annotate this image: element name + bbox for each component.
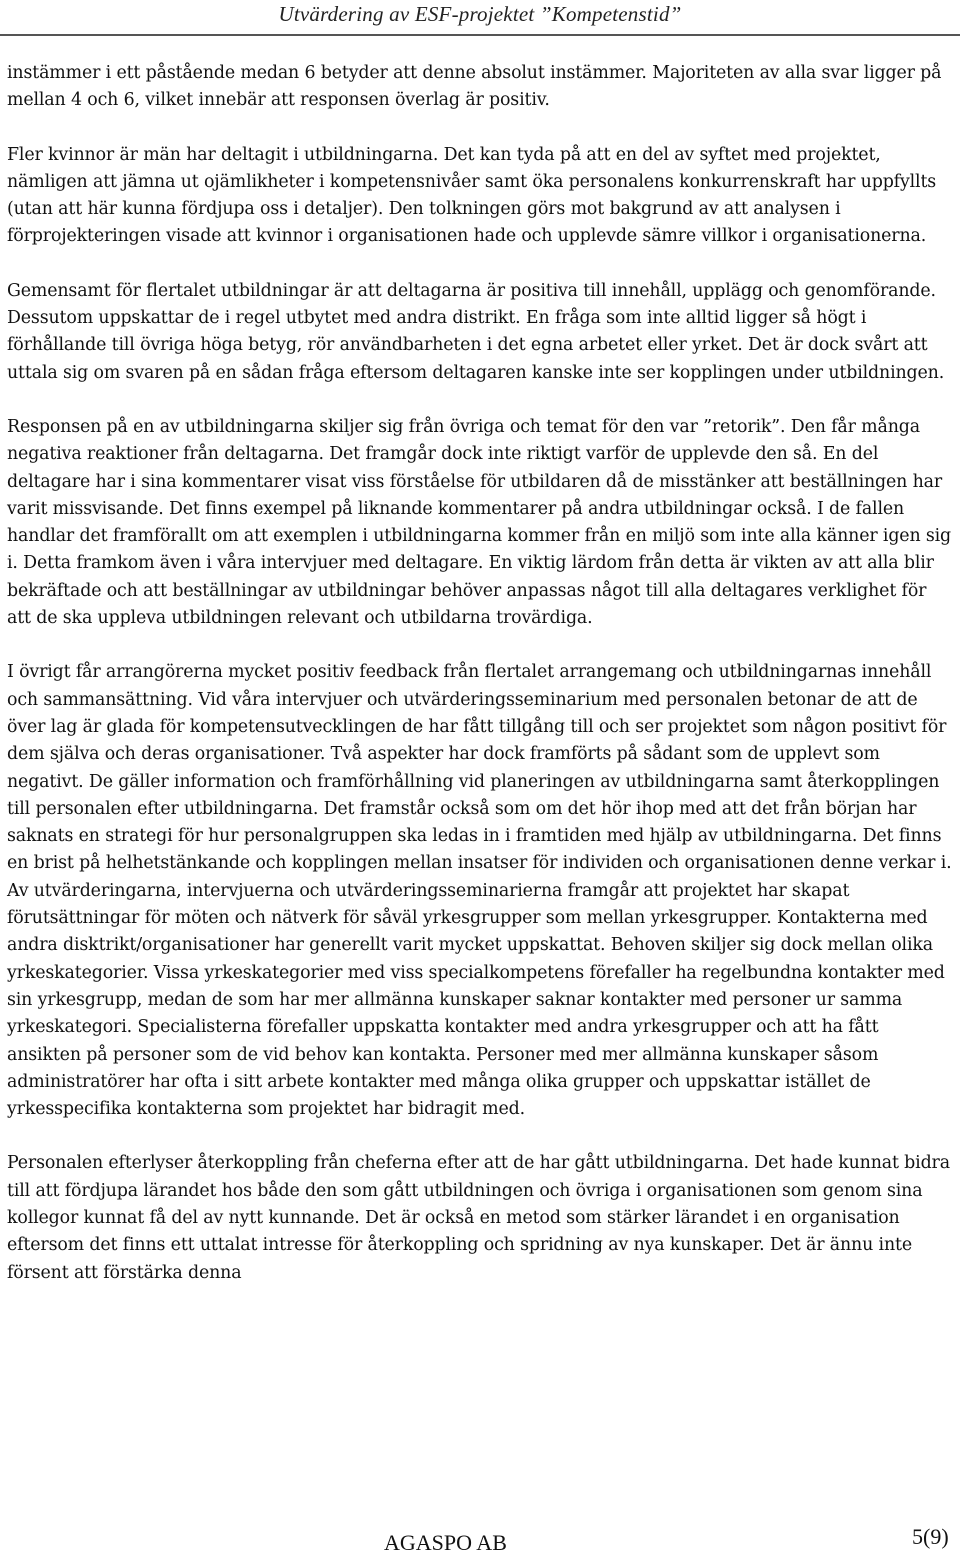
- paragraph-6: Av utvärderingarna, intervjuerna och utvärderingsseminarierna framgår att projektet har skapat förutsättningar för möten och nätverk för såväl yrkesgrupper som mellan yrkesgrupper. Kontakterna med andra disktrikt/organisationer har generellt varit mycket uppskattat. Behoven skiljer sig dock mellan olika yrkeskategorier. Vissa yrkeskategorier med viss specialkompetens förefaller ha regelbundna kontakter med sin yrkesgrupp, medan de som har mer allmänna kunskaper saknar kontakter med personer ur samma yrkeskategori. Specialisterna förefaller uppskatta kontakter med andra yrkesgrupper och att ha fått ansikten på personer som de vid behov kan kontakta. Personer med mer allmänna kunskaper såsom administratörer har ofta i sitt arbete kontakter med många olika grupper och uppskattar istället de yrkesspecifika kontakterna som projektet har bidragit med.: [7, 880, 945, 1120]
- paragraph-5: I övrigt får arrangörerna mycket positiv feedback från flertalet arrangemang och utbildningarnas innehåll och sammansättning. Vid våra intervjuer och utvärderingsseminarium med personalen betonar de att de över lag är glada för kompetensutvecklingen de har fått tillgång till och ser projektet som någon positivt för dem själva och deras organisationer. Två aspekter har dock framförts på sådant som de upplevt som negativt. De gäller information och framförhållning vid planeringen av utbildningarna samt återkopplingen till personalen efter utbildningarna. Det framstår också som om det hör ihop med att det från början har saknats en strategi för hur personalgruppen ska ledas in i framtiden med hjälp av utbildningarna. Det finns en brist på helhetstänkande och kopplingen mellan insatser för individen och organisationen denne verkar i.: [7, 662, 952, 874]
- paragraph-2: Fler kvinnor är män har deltagit i utbildningarna. Det kan tyda på att en del av syftet med projektet, nämligen att jämna ut ojämlikheter i kompetensnivåer samt öka personalens konkurrenskraft har uppfyllts (utan att här kunna fördjupa oss i detaljer). Den tolkningen görs mot bakgrund av att analysen i förprojekteringen visade att kvinnor i organisationen hade och upplevde sämre villkor i organisationerna.: [7, 144, 937, 247]
- paragraph-3: Gemensamt för flertalet utbildningar är att deltagarna är positiva till innehåll, upplägg och genomförande. Dessutom uppskattar de i regel utbytet med andra distrikt. En fråga som inte alltid ligger så högt i förhållande till övriga höga betyg, rör användbarheten i det egna arbetet eller yrket. Det är dock svårt att uttala sig om svaren på en sådan fråga eftersom deltagaren kanske inte ser kopplingen under utbildningen.: [7, 280, 945, 383]
- paragraph-4: Responsen på en av utbildningarna skiljer sig från övriga och temat för den var ”retorik”. Den får många negativa reaktioner från deltagarna. Det framgår dock inte riktigt varför de upplevde den så. En del deltagare har i sina kommentarer visat viss förståelse för utbildaren då de misstänker att beställningen har varit missvisande. Det finns exempel på liknande kommentarer på andra utbildningar också. I de fallen handlar det framförallt om att exemplen i utbildningarna kommer från en miljö som inte alla känner igen sig i. Detta framkom även i våra intervjuer med deltagare. En viktig lärdom från detta är vikten av att alla blir bekräftade och att beställningar av utbildningar behöver anpassas något till alla deltagares verklighet för att de ska uppleva utbildningen relevant och utbildarna trovärdiga.: [7, 416, 952, 629]
- paragraph-1: instämmer i ett påstående medan 6 betyder att denne absolut instämmer. Majoriteten av alla svar ligger på mellan 4 och 6, vilket innebär att responsen överlag är positiv.: [7, 63, 942, 111]
- body-text: [7, 60, 953, 1314]
- footer-company: AGASPO AB: [384, 1530, 507, 1555]
- page-number: 5(9): [912, 1524, 949, 1549]
- paragraph-7: Personalen efterlyser återkoppling från cheferna efter att de har gått utbildningarna. Det hade kunnat bidra till att fördjupa lärandet hos både den som gått utbildningen och övriga i organisationen som genom sina kollegor kunnat få del av nytt kunnande. Det är också en metod som stärker lärandet i en organisation eftersom det finns ett uttalat intresse för återkoppling och spridning av nya kunskaper. Det är ännu inte försent att förstärka denna: [7, 1153, 950, 1283]
- page-header: [0, 0, 960, 28]
- document-title: Utvärdering av ESF-projektet ”Kompetenstid”: [278, 2, 682, 26]
- header-divider: [0, 34, 960, 36]
